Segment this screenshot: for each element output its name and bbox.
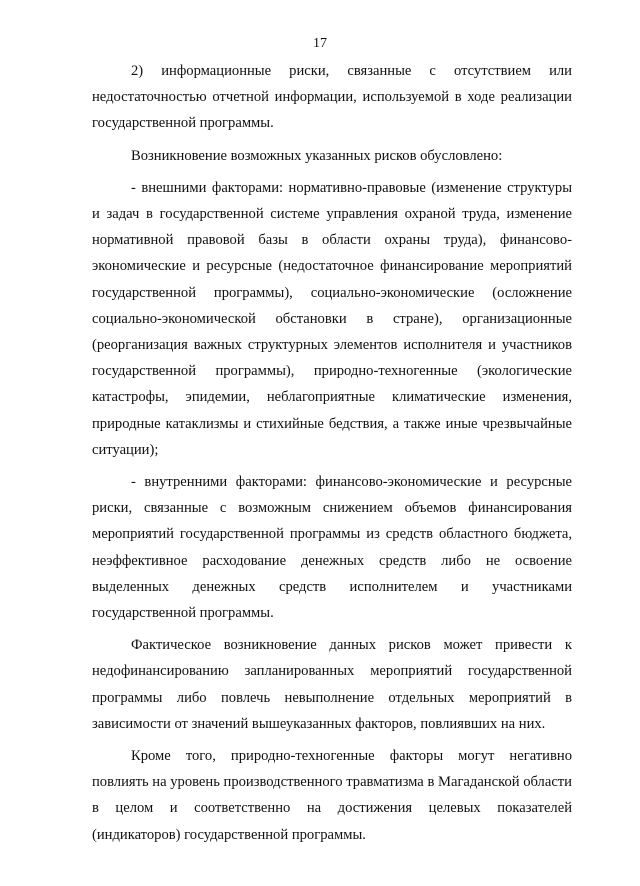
paragraph-actual-risk-consequences: Фактическое возникновение данных рисков может привести к недофинансированию запланированных мероприятий государственной программы либо повлечь невыполнение отдельных мероприятий в зависимости от значений вышеуказанных факторов, повлиявших на них. <box>92 637 572 732</box>
paragraph-risk-causes-intro: Возникновение возможных указанных рисков обусловлено: <box>131 147 503 164</box>
paragraph-industrial-injury-impact: Кроме того, природно-техногенные факторы могут негативно повлиять на уровень производственного травматизма в Магаданской области в целом и соответственно на достижения целевых показателей (индикаторов) государственной программы. <box>92 748 572 843</box>
paragraph-internal-factors: - внутренними факторами: финансово-экономические и ресурсные риски, связанные с возможным снижением объемов финансирования мероприятий государственной программы из средств областного бюджета, неэффективное расходование денежных средств либо не освоение выделенных денежных средств исполнителем и участниками государственной программы. <box>92 474 572 622</box>
document-body <box>92 58 572 848</box>
paragraph-external-factors: - внешними факторами: нормативно-правовые (изменение структуры и задач в государственной системе управления охраной труда, изменение нормативной правовой базы в области охраны труда), финансово-экономические и ресурсные (недостаточное финансирование мероприятий государственной программы), социально-экономические (осложнение социально-экономической обстановки в стране), организационные (реорганизация важных структурных элементов исполнителя и участников государственной программы), природно-техногенные (экологические катастрофы, эпидемии, неблагоприятные климатические изменения, природные катаклизмы и стихийные бедствия, а также иные чрезвычайные ситуации); <box>92 179 572 458</box>
paragraph-information-risks: 2) информационные риски, связанные с отсутствием или недостаточностью отчетной информации, используемой в ходе реализации государственной программы. <box>92 63 572 132</box>
page-number: 17 <box>313 36 327 51</box>
